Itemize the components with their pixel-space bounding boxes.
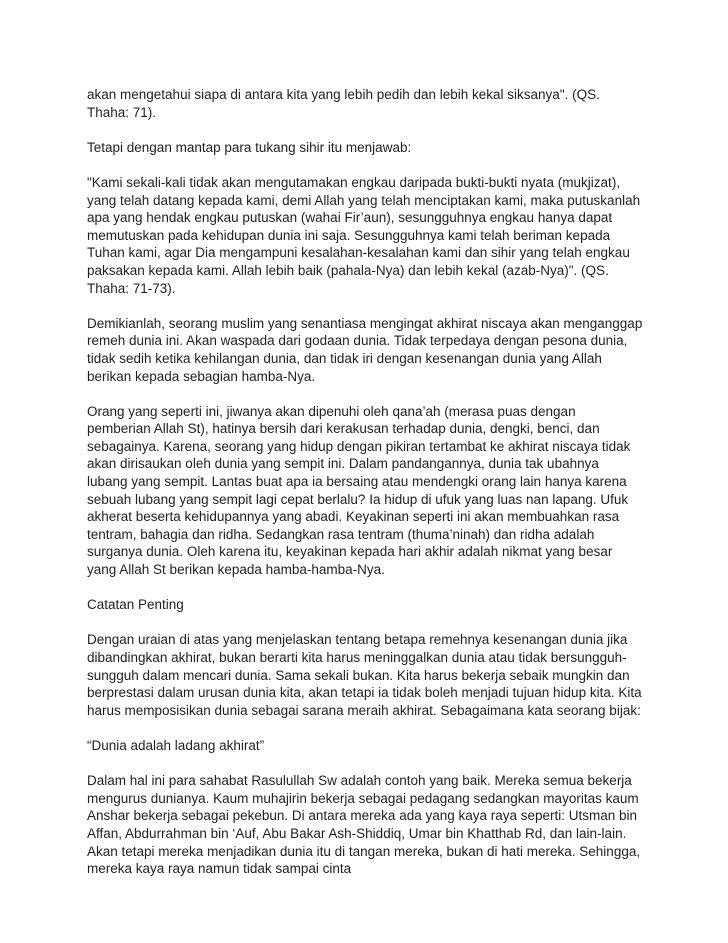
paragraph-qanaah: Orang yang seperti ini, jiwanya akan dipenuhi oleh qana’ah (merasa puas dengan pemberian Allah St), hatinya bersih dari kerakusan terhadap dunia, dengki, benci, dan sebagainya. Karena, seorang yang hidup dengan pikiran tertambat ke akhirat niscaya tidak akan dirisaukan oleh dunia yang sempit ini. Dalam pandangannya, dunia tak ubahnya lubang yang sempit. Lantas buat apa ia bersaing atau mendengki orang lain hanya karena sebuah lubang yang sempit lagi cepat berlalu? Ia hidup di ufuk yang luas nan lapang. Ufuk akherat beserta kehidupannya yang abadi. Keyakinan seperti ini akan membuahkan rasa tentram, bahagia dan ridha. Sedangkan rasa tentram (thuma’ninah) dan ridha adalah surganya dunia. Oleh karena itu, keyakinan kepada hari akhir adalah nikmat yang besar yang Allah St berikan kepada hamba-hamba-Nya. [87, 403, 631, 578]
quote-dunia-ladang-akhirat: “Dunia adalah ladang akhirat” [87, 737, 265, 753]
paragraph-companions-example: Dalam hal ini para sahabat Rasulullah Sw adalah contoh yang baik. Mereka semua bekerja mengurus dunianya. Kaum muhajirin bekerja sebagai pedagang sedangkan mayoritas kaum Anshar bekerja sebagai pekebun. Di antara mereka ada yang kaya raya seperti: Utsman bin Affan, Abdurrahman bin ‘Auf, Abu Bakar Ash-Shiddiq, Umar bin Khatthab Rd, dan lain-lain. Akan tetapi mereka menjadikan dunia itu di tangan mereka, bukan di hati mereka. Sehingga, mereka kaya raya namun tidak sampai cinta [87, 773, 641, 877]
section-heading-catatan-penting: Catatan Penting [87, 597, 184, 613]
paragraph-sorcerers-quote: "Kami sekali-kali tidak akan mengutamakan engkau daripada bukti-bukti nyata (mukjizat), yang telah datang kepada kami, demi Allah yang telah menciptakan kami, maka putuskanlah apa yang hendak engkau putuskan (wahai Fir’aun), sesungguhnya engkau hanya dapat memutuskan pada kehidupan dunia ini saja. Sesungguhnya kami telah beriman kepada Tuhan kami, agar Dia mengampuni kesalahan-kesalahan kami dan sihir yang telah engkau paksakan kepada kami. Allah lebih baik (pahala-Nya) dan lebih kekal (azab-Nya)". (QS. Thaha: 71-73). [87, 174, 641, 296]
paragraph-sorcerers-reply-intro: Tetapi dengan mantap para tukang sihir itu menjawab: [87, 139, 412, 155]
paragraph-important-note: Dengan uraian di atas yang menjelaskan tentang betapa remehnya kesenangan dunia jika dibandingkan akhirat, bukan berarti kita harus meninggalkan dunia atau tidak bersungguh-sungguh dalam mencari dunia. Sama sekali bukan. Kita harus bekerja sebaik mungkin dan berprestasi dalam urusan dunia kita, akan tetapi ia tidak boleh menjadi tujuan hidup kita. Kita harus memposisikan dunia sebagai sarana meraih akhirat. Sebagaimana kata seorang bijak: [87, 632, 642, 718]
document-body [87, 86, 643, 895]
paragraph-muslim-remembers-hereafter: Demikianlah, seorang muslim yang senantiasa mengingat akhirat niscaya akan menganggap remeh dunia ini. Akan waspada dari godaan dunia. Tidak terpedaya dengan pesona dunia, tidak sedih ketika kehilangan dunia, dan tidak iri dengan kesenangan dunia yang Allah berikan kepada sebagian hamba-Nya. [87, 315, 643, 384]
paragraph-qs-thaha-71: akan mengetahui siapa di antara kita yang lebih pedih dan lebih kekal siksanya". (QS. Thaha: 71). [87, 87, 600, 120]
